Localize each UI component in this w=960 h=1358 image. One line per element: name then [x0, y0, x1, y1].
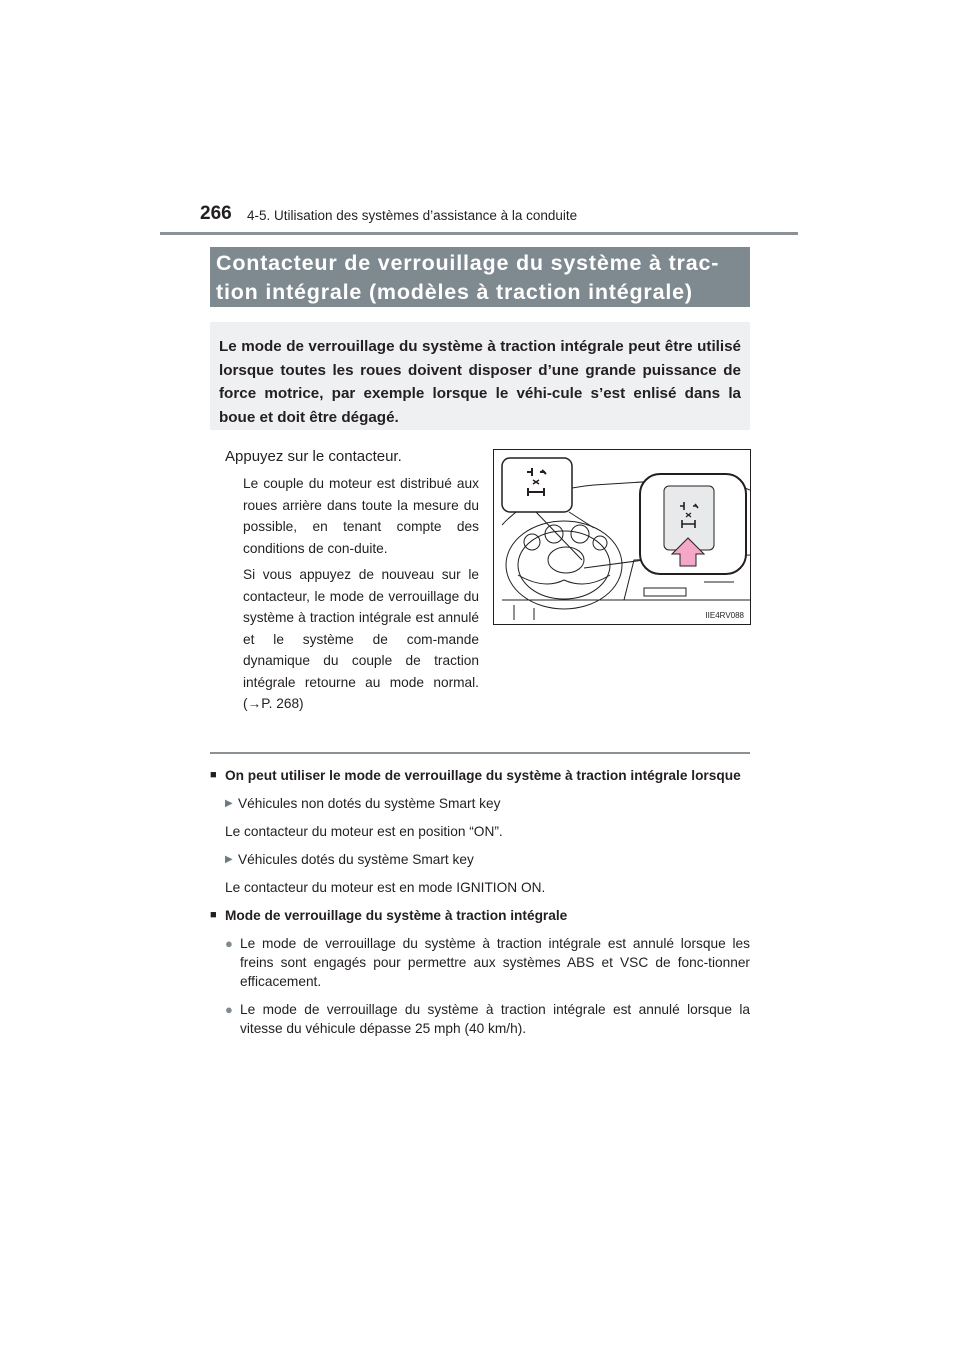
- notes-section: [210, 766, 750, 1047]
- note-text-2: Le contacteur du moteur est en mode IGNITION ON.: [225, 880, 546, 895]
- note-bullet-1: [210, 934, 750, 991]
- circle-bullet-icon: ●: [225, 1002, 233, 1017]
- note-heading-1: [210, 766, 750, 785]
- note-condition-1: [210, 794, 750, 813]
- step-desc-2: Si vous appuyez de nouveau sur le contacteur, le mode de verrouillage du système à traction intégrale est annulé et le système de com-mande dynamique du couple de traction intégrale retourne au mode normal. (→P. 268): [243, 567, 479, 711]
- page-title-line-1: Contacteur de verrouillage du système à trac-: [216, 251, 720, 275]
- awd-lock-callout: [502, 458, 572, 512]
- section-title: 4-5. Utilisation des systèmes d’assistance à la conduite: [247, 208, 578, 223]
- illustration-code: IIE4RV088: [705, 611, 744, 620]
- note-heading-2-text: Mode de verrouillage du système à traction intégrale: [225, 908, 568, 923]
- square-bullet-icon: ■: [210, 769, 217, 781]
- section-divider: [210, 752, 750, 754]
- triangle-arrow-icon: ▶: [225, 798, 233, 809]
- note-condition-2-text: Véhicules dotés du système Smart key: [238, 852, 474, 867]
- dashboard-illustration: [493, 449, 751, 625]
- page-title-line-2: tion intégrale (modèles à traction intégrale): [216, 280, 693, 304]
- step-label: Appuyez sur le contacteur.: [225, 448, 402, 465]
- note-bullet-2-text: Le mode de verrouillage du système à traction intégrale est annulé lorsque la vitesse du véhicule dépasse 25 mph (40 km/h).: [240, 1002, 750, 1036]
- note-bullet-2: [210, 1000, 750, 1038]
- step-description: [243, 473, 479, 720]
- circle-bullet-icon: ●: [225, 936, 233, 951]
- triangle-arrow-icon: ▶: [225, 854, 233, 865]
- note-bullet-1-text: Le mode de verrouillage du système à traction intégrale est annulé lorsque les freins sont engagés pour permettre aux systèmes ABS et VSC de fonc-tionner efficacement.: [240, 936, 750, 989]
- note-heading-2: [210, 906, 750, 925]
- intro-box: Le mode de verrouillage du système à traction intégrale peut être utilisé lorsque toutes les roues doivent disposer d’une grande puissance de force motrice, par exemple lorsque le véhi-cule s’est enlisé dans la boue et doit être dégagé.: [210, 322, 750, 430]
- dashboard-drawing: [494, 450, 751, 625]
- square-bullet-icon: ■: [210, 909, 217, 921]
- header-rule: [160, 232, 798, 235]
- note-condition-1-text: Véhicules non dotés du système Smart key: [238, 796, 501, 811]
- page-number: 266: [200, 203, 232, 224]
- note-text-1: Le contacteur du moteur est en position “ON”.: [225, 824, 503, 839]
- step-desc-1: Le couple du moteur est distribué aux roues arrière dans toute la mesure du possible, en tenant compte des conditions de con-duite.: [243, 476, 479, 556]
- note-condition-2: [210, 850, 750, 869]
- page-title: [210, 247, 750, 307]
- note-heading-1-text: On peut utiliser le mode de verrouillage du système à traction intégrale lorsque: [225, 768, 741, 783]
